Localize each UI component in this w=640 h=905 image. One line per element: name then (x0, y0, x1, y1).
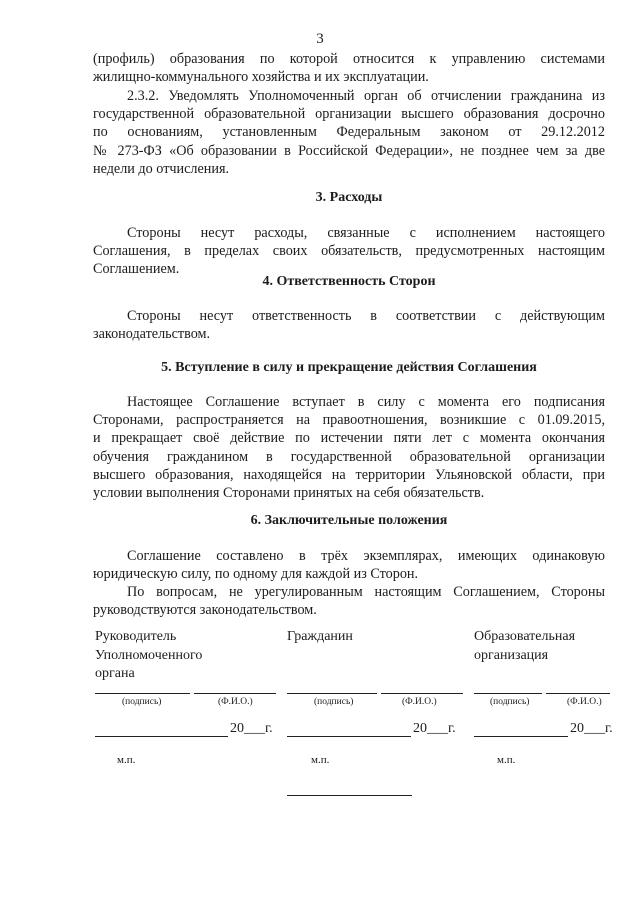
date-suffix: 20___г. (413, 721, 456, 736)
text-line: Стороны несут ответственность в соответствии с действующим (127, 308, 605, 324)
signature-caption: (подпись) (122, 697, 162, 707)
date-line (95, 736, 228, 737)
stamp-label: м.п. (117, 754, 136, 766)
text-line: 2.3.2. Уведомлять Уполномоченный орган об отчислении гражданина из (127, 88, 605, 104)
party-heading-line: Образовательная (474, 629, 576, 644)
party-heading-line: Уполномоченного (95, 647, 203, 663)
name-line (546, 693, 610, 694)
text-line: Сторонами, распространяется на правоотношения, возникшие с 01.09.2015, (93, 412, 605, 429)
signature-line (287, 693, 377, 694)
stamp-label: м.п. (497, 754, 516, 766)
section-6-title: 6. Заключительные положения (250, 513, 448, 528)
date-suffix: 20___г. (230, 721, 273, 736)
section-4-body (93, 307, 605, 343)
text-line: руководствуются законодательством. (93, 602, 317, 619)
text-line: условии выполнения Сторонами принятых на себя обязательств. (93, 485, 485, 502)
text-line: недели до отчисления. (93, 160, 230, 177)
text-line: По вопросам, не урегулированным настоящим Соглашением, Стороны (127, 584, 605, 600)
party-heading-line: органа (95, 666, 135, 681)
text-line: высшего образования, находящейся на территории Ульяновской области, при (93, 466, 605, 483)
name-line (194, 693, 276, 694)
bottom-divider (287, 795, 412, 796)
section-3-title: 3. Расходы (315, 190, 383, 205)
section-6-paragraph-2 (93, 583, 605, 619)
signature-caption: (подпись) (314, 697, 354, 707)
party-organization-heading (474, 628, 575, 665)
signature-caption: (подпись) (490, 697, 530, 707)
clause-2-3-2 (93, 87, 605, 178)
page-number: 3 (316, 31, 324, 47)
text-line: № 273-ФЗ «Об образовании в Российской Федерации», не позднее чем за две (93, 142, 605, 159)
text-line: по основаниям, установленным Федеральным законом от 29.12.2012 (93, 124, 605, 141)
section-5-title: 5. Вступление в силу и прекращение действия Соглашения (161, 360, 537, 375)
text-line: Стороны несут расходы, связанные с исполнением настоящего (127, 225, 605, 241)
signature-line (474, 693, 542, 694)
text-line: Соглашения, в пределах своих обязательств, предусмотренных настоящим (93, 243, 605, 260)
text-line: Настоящее Соглашение вступает в силу с момента его подписания (127, 394, 605, 410)
section-3-body (93, 224, 605, 279)
date-line (474, 736, 568, 737)
text-line: обучения гражданином в государственной образовательной организации (93, 448, 605, 465)
name-caption: (Ф.И.О.) (402, 697, 437, 707)
text-line: (профиль) образования по которой относится к управлению системами (93, 51, 605, 67)
text-line: юридическую силу, по одному для каждой из Сторон. (93, 566, 419, 583)
party-citizen-heading (287, 628, 353, 647)
date-line (287, 736, 411, 737)
party-heading-line: организация (474, 647, 549, 663)
intro-paragraph (93, 50, 605, 86)
text-line: жилищно-коммунального хозяйства и их эксплуатации. (93, 69, 429, 86)
text-line: и прекращает своё действие по истечении пяти лет с момента окончания (93, 430, 605, 447)
text-line: государственной образовательной организации высшего образования досрочно (93, 106, 605, 123)
party-authority-heading (95, 628, 202, 684)
name-caption: (Ф.И.О.) (567, 697, 602, 707)
text-line: Соглашение составлено в трёх экземплярах, имеющих одинаковую (127, 548, 605, 564)
signature-line (95, 693, 190, 694)
text-line: Соглашением. (93, 261, 180, 278)
stamp-label: м.п. (311, 754, 330, 766)
section-4-title: 4. Ответственность Сторон (262, 274, 436, 289)
name-caption: (Ф.И.О.) (218, 697, 253, 707)
party-heading-line: Гражданин (287, 629, 353, 644)
section-6-paragraph-1 (93, 547, 605, 583)
date-suffix: 20___г. (570, 721, 613, 736)
text-line: законодательством. (93, 326, 211, 343)
party-heading-line: Руководитель (95, 629, 177, 644)
section-5-body (93, 393, 605, 502)
name-line (381, 693, 463, 694)
